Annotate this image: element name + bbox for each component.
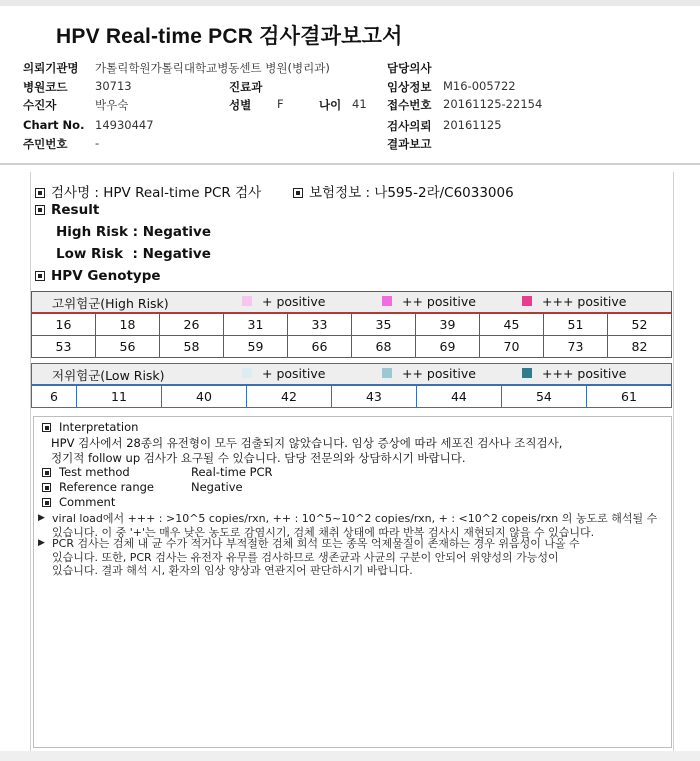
report-label: 결과보고 <box>387 137 432 151</box>
hospital-code-label: 병원코드 <box>23 80 68 94</box>
interpretation-heading <box>42 420 138 434</box>
high-risk-cell: 33 <box>288 314 352 336</box>
interpretation-label: Interpretation <box>59 420 139 434</box>
result-heading <box>35 202 99 218</box>
top-bar <box>0 0 700 6</box>
checkbox-icon <box>42 483 51 492</box>
plus-plus-plus-swatch <box>522 368 532 378</box>
request-date-value: 20161125 <box>443 118 502 132</box>
doctor-label: 담당의사 <box>387 61 432 75</box>
high-risk-cell: 39 <box>416 314 480 336</box>
reference-range-heading <box>42 480 154 494</box>
checkbox-icon <box>35 188 45 198</box>
high-risk-cell: 66 <box>288 336 352 358</box>
high-risk-result: High Risk : Negative <box>56 224 211 240</box>
low-risk-result: Low Risk : Negative <box>56 246 211 262</box>
genotype-label: HPV Genotype <box>51 268 161 284</box>
interpretation-text-2: 정기적 follow up 검사가 요구될 수 있습니다. 담당 전문의와 상담하시기 바랍니다. <box>51 451 466 465</box>
plus-plus-legend: ++ positive <box>402 366 476 381</box>
receipt-label: 접수번호 <box>387 98 432 112</box>
report-title: HPV Real-time PCR 검사결과보고서 <box>56 25 403 48</box>
resident-no-value: - <box>95 136 100 150</box>
high-risk-cell: 69 <box>416 336 480 358</box>
header-divider <box>0 163 700 165</box>
high-risk-cell: 58 <box>160 336 224 358</box>
low-risk-cell: 44 <box>416 386 501 408</box>
high-risk-cell: 59 <box>224 336 288 358</box>
resident-no-label: 주민번호 <box>23 137 68 151</box>
high-risk-cell: 51 <box>544 314 608 336</box>
reference-range-label: Reference range <box>59 480 155 494</box>
receipt-value: 20161125-22154 <box>443 97 543 111</box>
test-method-value: Real-time PCR <box>191 465 273 479</box>
comment-paragraph-1 <box>40 512 660 539</box>
low-risk-table <box>31 385 672 408</box>
checkbox-icon <box>293 188 303 198</box>
institution-label: 의뢰기관명 <box>23 61 79 75</box>
insurance-line <box>293 181 514 201</box>
sex-value: F <box>277 97 284 111</box>
clinical-info-label: 임상정보 <box>387 80 432 94</box>
comment-2a: PCR 검사는 검체 내 균 수가 적거나 부적절한 검체 희석 또는 종목 억제물질이 존재하는 경우 위음성이 나올 수 <box>52 537 580 550</box>
test-name: 검사명 : HPV Real-time PCR 검사 <box>51 185 262 201</box>
high-risk-cell: 26 <box>160 314 224 336</box>
test-name-line <box>35 181 261 201</box>
institution-value: 가톨릭학원가톨릭대학교병동센트 병원(병리과) <box>95 61 330 75</box>
bullet-triangle-icon: ▶ <box>38 513 45 523</box>
comment-1b: 있습니다. 이 중 '+'는 매우 낮은 농도로 감염시기, 검체 채취 상태에 따라 반복 검사시 재현되지 않을 수 있습니다. <box>52 525 595 539</box>
low-risk-cell: 54 <box>501 386 586 408</box>
clinical-info-value: M16-005722 <box>443 79 516 93</box>
high-risk-band <box>31 291 672 313</box>
test-method-heading <box>42 465 130 479</box>
low-risk-cell: 43 <box>331 386 416 408</box>
checkbox-icon <box>35 205 45 215</box>
high-risk-cell: 82 <box>608 336 672 358</box>
checkbox-icon <box>42 498 51 507</box>
plus-plus-plus-swatch <box>522 296 532 306</box>
low-risk-cell: 6 <box>32 386 77 408</box>
low-risk-cell: 11 <box>77 386 162 408</box>
high-risk-cell: 56 <box>96 336 160 358</box>
high-risk-row <box>32 336 672 358</box>
high-risk-cell: 73 <box>544 336 608 358</box>
test-method-label: Test method <box>59 465 130 479</box>
interpretation-text-1: HPV 검사에서 28종의 유전형이 모두 검출되지 않았습니다. 임상 증상에 따라 세포진 검사나 조직검사, <box>51 436 563 450</box>
plus-swatch <box>242 296 252 306</box>
high-risk-cell: 52 <box>608 314 672 336</box>
high-risk-cell: 45 <box>480 314 544 336</box>
low-risk-cell: 40 <box>161 386 246 408</box>
low-risk-row <box>32 386 672 408</box>
age-label: 나이 <box>319 98 342 112</box>
bottom-bar <box>0 751 700 761</box>
comment-paragraph-2 <box>40 537 660 578</box>
chart-no-label: Chart No. <box>23 118 85 132</box>
high-risk-cell: 31 <box>224 314 288 336</box>
plus-legend: + positive <box>262 366 326 381</box>
plus-swatch <box>242 368 252 378</box>
high-risk-cell: 70 <box>480 336 544 358</box>
dept-label: 진료과 <box>229 80 263 94</box>
request-date-label: 검사의뢰 <box>387 119 432 133</box>
high-risk-row <box>32 314 672 336</box>
high-risk-cell: 16 <box>32 314 96 336</box>
reference-range-value: Negative <box>191 480 243 494</box>
bullet-triangle-icon: ▶ <box>38 538 45 548</box>
patient-label: 수진자 <box>23 98 57 112</box>
low-risk-band <box>31 363 672 385</box>
high-risk-cell: 18 <box>96 314 160 336</box>
patient-value: 박우숙 <box>95 98 129 112</box>
comment-label: Comment <box>59 495 116 509</box>
plus-legend: + positive <box>262 294 326 309</box>
high-risk-cell: 53 <box>32 336 96 358</box>
sex-label: 성별 <box>229 98 252 112</box>
genotype-heading <box>35 268 161 284</box>
low-risk-label: 저위험군(Low Risk) <box>52 368 165 383</box>
plus-plus-legend: ++ positive <box>402 294 476 309</box>
plus-plus-swatch <box>382 296 392 306</box>
comment-heading <box>42 495 115 509</box>
comment-1a: viral load에서 +++ : >10^5 copies/rxn, ++ : 10^5~10^2 copies/rxn, + : <10^2 copeis/rxn 의 농도로 해석될 수 <box>52 512 658 525</box>
low-risk-cell: 42 <box>246 386 331 408</box>
chart-no-value: 14930447 <box>95 118 154 132</box>
age-value: 41 <box>352 97 367 111</box>
plus-plus-swatch <box>382 368 392 378</box>
comment-2c: 있습니다. 결과 해석 시, 환자의 임상 양상과 연관지어 판단하시기 바랍니다. <box>52 564 413 577</box>
high-risk-table <box>31 313 672 358</box>
insurance-info: 보험정보 : 나595-2라/C6033006 <box>309 185 514 201</box>
plus-plus-plus-legend: +++ positive <box>542 366 627 381</box>
low-risk-cell: 61 <box>586 386 671 408</box>
plus-plus-plus-legend: +++ positive <box>542 294 627 309</box>
high-risk-label: 고위험군(High Risk) <box>52 296 169 311</box>
hospital-code-value: 30713 <box>95 79 132 93</box>
checkbox-icon <box>35 271 45 281</box>
checkbox-icon <box>42 423 51 432</box>
high-risk-cell: 35 <box>352 314 416 336</box>
comment-2b: 있습니다. 또한, PCR 검사는 유전자 유무를 검사하므로 생존균과 사균의 구분이 안되어 위양성의 가능성이 <box>52 550 559 564</box>
result-label: Result <box>51 202 100 218</box>
checkbox-icon <box>42 468 51 477</box>
high-risk-cell: 68 <box>352 336 416 358</box>
